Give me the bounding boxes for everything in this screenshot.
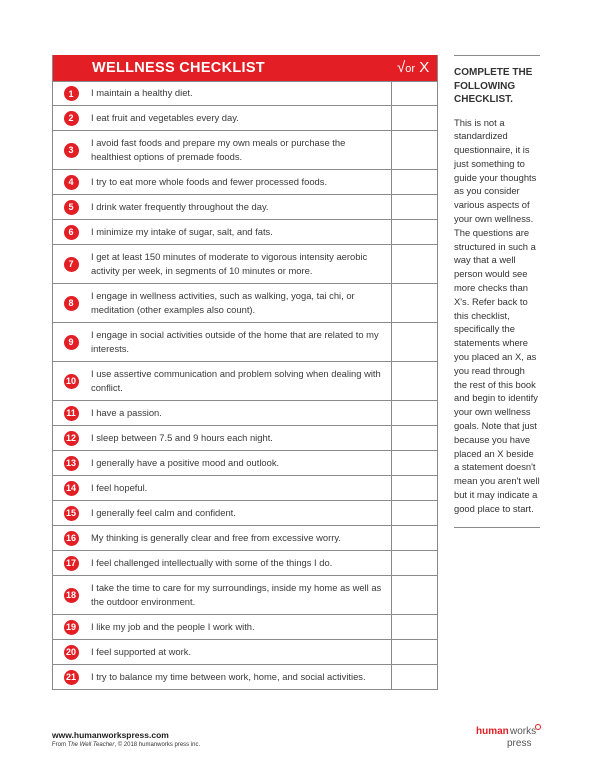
check-box-cell[interactable]	[391, 665, 437, 689]
item-statement: I try to balance my time between work, home, and social activities.	[91, 670, 366, 682]
item-statement: I feel supported at work.	[91, 645, 192, 657]
check-box-cell[interactable]	[391, 362, 437, 400]
item-number-badge: 8	[64, 296, 79, 311]
checklist-row	[53, 322, 437, 361]
item-statement: I generally have a positive mood and outlook.	[91, 456, 280, 468]
item-number-badge: 4	[64, 175, 79, 190]
item-number-cell	[53, 131, 89, 169]
item-number-cell	[53, 82, 89, 105]
check-box-cell[interactable]	[391, 426, 437, 450]
checklist-row	[53, 169, 437, 194]
item-statement: I engage in social activities outside of the home that are related to my interests.	[91, 328, 379, 354]
item-statement: I generally feel calm and confident.	[91, 506, 236, 518]
item-number-badge: 11	[64, 406, 79, 421]
item-statement: I use assertive communication and problem solving when dealing with conflict.	[91, 367, 381, 393]
sidebar-heading: COMPLETE THE FOLLOWING CHECKLIST.	[454, 67, 533, 105]
check-box-cell[interactable]	[391, 476, 437, 500]
x-mark-icon: X	[419, 59, 430, 76]
item-number-badge: 9	[64, 335, 79, 350]
item-number-badge: 2	[64, 111, 79, 126]
item-number-cell	[53, 401, 89, 425]
item-statement: I avoid fast foods and prepare my own meals or purchase the healthiest options of premade foods.	[91, 136, 346, 162]
sidebar-body: This is not a standardized questionnaire, it is just something to guide your thoughts as you consider various aspects of your own wellness. The questions are structured in such a way that a well person would see more checks than X's. Refer back to this checklist, specifically the statements where you placed an X, as you read through the rest of this book and begin to identify your own wellness goals. Note that just because you have placed an X beside a statement doesn't mean you aren't well but it may indicate a good place to start.	[454, 116, 540, 514]
checklist-title: WELLNESS CHECKLIST	[92, 60, 265, 76]
check-box-cell[interactable]	[391, 615, 437, 639]
checklist-row	[53, 450, 437, 475]
item-number-badge: 7	[64, 257, 79, 272]
checklist-row	[53, 500, 437, 525]
item-statement: I drink water frequently throughout the day.	[91, 200, 269, 212]
item-number-badge: 20	[64, 645, 79, 660]
item-statement: I like my job and the people I work with.	[91, 620, 255, 632]
checklist-row	[53, 614, 437, 639]
item-number-badge: 6	[64, 225, 79, 240]
item-statement: I feel hopeful.	[91, 481, 148, 493]
item-statement: I feel challenged intellectually with some of the things I do.	[91, 556, 333, 568]
checklist-row	[53, 550, 437, 575]
item-number-badge: 10	[64, 374, 79, 389]
checklist-row	[53, 105, 437, 130]
checklist-header	[53, 55, 437, 81]
item-number-cell	[53, 551, 89, 575]
item-number-cell	[53, 284, 89, 322]
item-statement: I minimize my intake of sugar, salt, and fats.	[91, 225, 273, 237]
item-number-badge: 5	[64, 200, 79, 215]
checklist-row	[53, 664, 437, 689]
logo-mark-icon	[535, 724, 541, 730]
check-box-cell[interactable]	[391, 501, 437, 525]
item-number-badge: 17	[64, 556, 79, 571]
item-statement: I maintain a healthy diet.	[91, 87, 193, 99]
item-number-cell	[53, 195, 89, 219]
item-number-cell	[53, 615, 89, 639]
check-box-cell[interactable]	[391, 106, 437, 130]
item-number-cell	[53, 576, 89, 614]
check-box-cell[interactable]	[391, 170, 437, 194]
checklist-row	[53, 525, 437, 550]
checklist-row	[53, 219, 437, 244]
item-number-badge: 16	[64, 531, 79, 546]
checklist-row	[53, 400, 437, 425]
item-statement: I eat fruit and vegetables every day.	[91, 111, 239, 123]
item-statement: I have a passion.	[91, 406, 162, 418]
sidebar	[454, 55, 540, 528]
check-box-cell[interactable]	[391, 82, 437, 105]
item-statement: I sleep between 7.5 and 9 hours each night.	[91, 431, 273, 443]
item-statement: I engage in wellness activities, such as walking, yoga, tai chi, or meditation (other examples also count).	[91, 289, 355, 315]
check-box-cell[interactable]	[391, 526, 437, 550]
check-box-cell[interactable]	[391, 195, 437, 219]
checklist-row	[53, 639, 437, 664]
sidebar-bottom-divider	[454, 527, 540, 528]
item-statement: My thinking is generally clear and free from excessive worry.	[91, 531, 341, 543]
item-number-cell	[53, 245, 89, 283]
item-number-badge: 19	[64, 620, 79, 635]
item-statement: I take the time to care for my surroundings, inside my home as well as the outdoor environment.	[91, 581, 382, 607]
book-title: The Well Teacher	[67, 742, 115, 748]
checklist-row	[53, 244, 437, 283]
item-number-cell	[53, 501, 89, 525]
item-number-cell	[53, 170, 89, 194]
check-mark-icon: √	[397, 59, 406, 76]
item-statement: I try to eat more whole foods and fewer processed foods.	[91, 175, 328, 187]
item-number-cell	[53, 451, 89, 475]
checklist-row	[53, 81, 437, 105]
checklist-row	[53, 130, 437, 169]
check-box-cell[interactable]	[391, 245, 437, 283]
checklist-row	[53, 575, 437, 614]
item-number-badge: 13	[64, 456, 79, 471]
item-number-cell	[53, 426, 89, 450]
item-number-cell	[53, 476, 89, 500]
footer-credit: From The Well Teacher, © 2018 humanworks press inc.	[52, 742, 201, 748]
humanworks-press-logo: human works press	[476, 724, 546, 754]
checklist-rows	[53, 81, 437, 689]
item-number-cell	[53, 106, 89, 130]
item-number-cell	[53, 362, 89, 400]
item-number-badge: 21	[64, 670, 79, 685]
check-box-cell[interactable]	[391, 576, 437, 614]
check-box-cell[interactable]	[391, 131, 437, 169]
checklist-row	[53, 194, 437, 219]
check-box-cell[interactable]	[391, 284, 437, 322]
sidebar-top-divider	[454, 55, 540, 56]
item-number-badge: 12	[64, 431, 79, 446]
check-box-cell[interactable]	[391, 551, 437, 575]
checklist-row	[53, 425, 437, 450]
item-statement: I get at least 150 minutes of moderate to vigorous intensity aerobic activity per week, in segments of 10 minutes or more.	[91, 250, 368, 276]
wellness-checklist	[52, 55, 438, 690]
check-box-cell[interactable]	[391, 401, 437, 425]
check-box-cell[interactable]	[391, 220, 437, 244]
item-number-badge: 18	[64, 588, 79, 603]
item-number-cell	[53, 640, 89, 664]
checklist-row	[53, 475, 437, 500]
item-number-badge: 14	[64, 481, 79, 496]
item-number-badge: 3	[64, 143, 79, 158]
check-box-cell[interactable]	[391, 451, 437, 475]
checklist-row	[53, 283, 437, 322]
item-number-badge: 1	[64, 86, 79, 101]
footer-url[interactable]: www.humanworkspress.com	[52, 730, 169, 740]
item-number-cell	[53, 220, 89, 244]
item-number-cell	[53, 526, 89, 550]
check-box-cell[interactable]	[391, 323, 437, 361]
check-or-x-label: √or X	[397, 59, 430, 76]
checklist-row	[53, 361, 437, 400]
check-box-cell[interactable]	[391, 640, 437, 664]
item-number-cell	[53, 665, 89, 689]
item-number-badge: 15	[64, 506, 79, 521]
item-number-cell	[53, 323, 89, 361]
